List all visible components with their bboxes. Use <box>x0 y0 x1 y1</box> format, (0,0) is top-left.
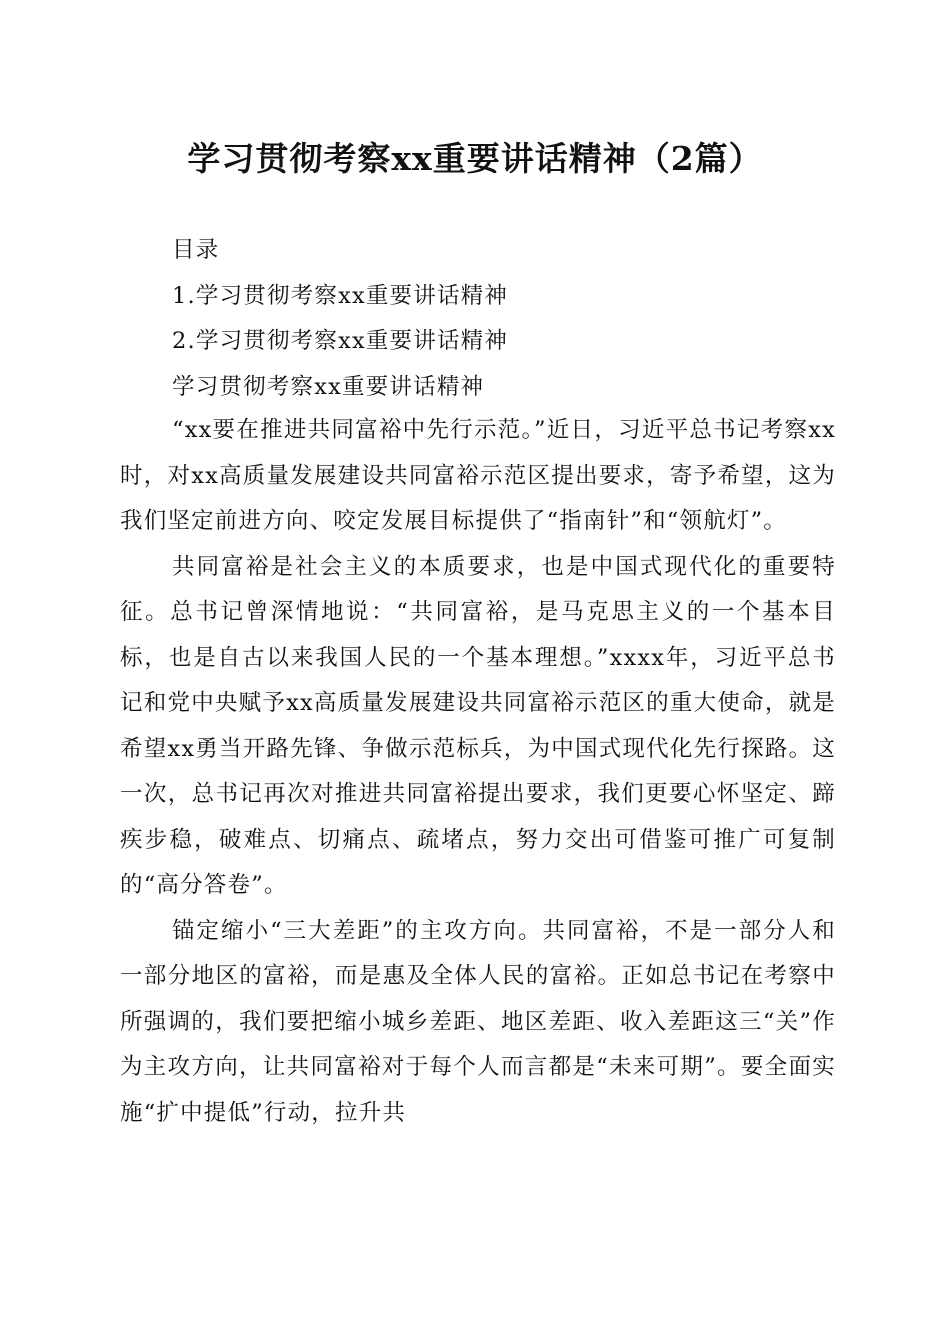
table-of-contents <box>120 228 836 410</box>
document-body <box>120 408 836 1136</box>
body-paragraph: 共同富裕是社会主义的本质要求，也是中国式现代化的重要特征。总书记曾深情地说：“共同富裕，是马克思主义的一个基本目标，也是自古以来我国人民的一个基本理想。”xxxx年，习近平总书记和党中央赋予xx高质量发展建设共同富裕示范区的重大使命，就是希望xx勇当开路先锋、争做示范标兵，为中国式现代化先行探路。这一次，总书记再次对推进共同富裕提出要求，我们更要心怀坚定、蹄疾步稳，破难点、切痛点、疏堵点，努力交出可借鉴可推广可复制的“高分答卷”。 <box>120 553 836 898</box>
toc-item: 2.学习贯彻考察xx重要讲话精神 <box>172 328 509 354</box>
toc-item: 1.学习贯彻考察xx重要讲话精神 <box>172 282 509 309</box>
body-paragraph: “xx要在推进共同富裕中先行示范。”近日，习近平总书记考察xx时，对xx高质量发展建设共同富裕示范区提出要求，寄予希望，这为我们坚定前进方向、咬定发展目标提供了“指南针”和“领航灯”。 <box>120 417 836 534</box>
toc-heading: 目录 <box>172 237 220 263</box>
body-paragraph: 锚定缩小“三大差距”的主攻方向。共同富裕，不是一部分人和一部分地区的富裕，而是惠及全体人民的富裕。正如总书记在考察中所强调的，我们要把缩小城乡差距、地区差距、收入差距这三“关”作为主攻方向，让共同富裕对于每个人而言都是“未来可期”。要全面实施“扩中提低”行动，拉升共 <box>120 917 836 1126</box>
section-title: 学习贯彻考察xx重要讲话精神 <box>172 373 485 400</box>
document-title: 学习贯彻考察xx重要讲话精神（2篇） <box>187 139 763 178</box>
